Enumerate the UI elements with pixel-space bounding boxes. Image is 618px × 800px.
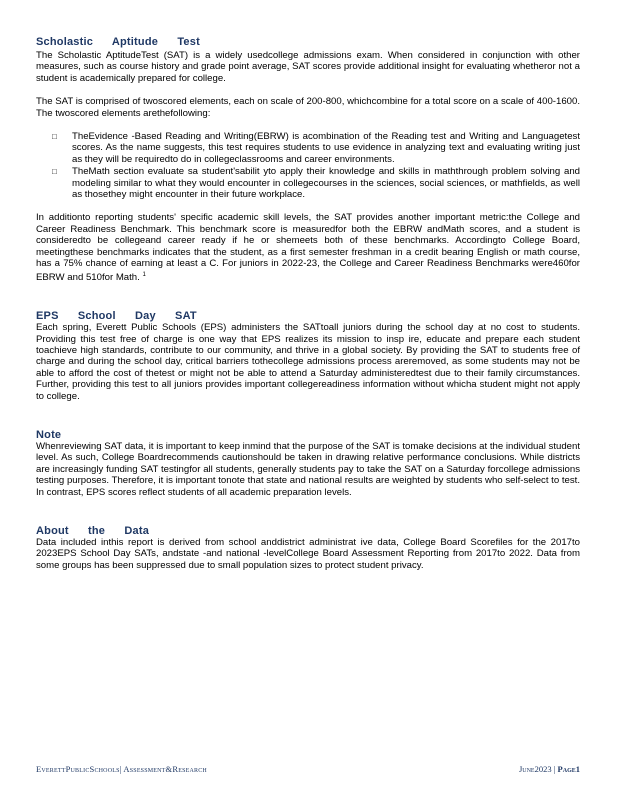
square-bullet-icon: □	[52, 132, 57, 142]
footnote-marker[interactable]: 1	[142, 271, 146, 278]
sat-intro-paragraph: The Scholastic AptitudeTest (SAT) is a widely usedcollege admissions exam. When considered in conjunction with other measures, such as course history and grade point average, SAT scores provide additional insight for evaluating whetheror not a student is academically prepared for college.	[36, 50, 580, 84]
list-item	[36, 166, 580, 200]
heading-eps: EPS School Day SAT	[36, 310, 197, 323]
sat-structure-paragraph: The SAT is comprised of twoscored elements, each on scale of 200-800, whichcombine for a total score on a scale of 400-1600. The twoscored elements arethefollowing:	[36, 96, 580, 119]
footer-page-number: Page1	[557, 764, 580, 774]
page-content	[36, 36, 580, 571]
sat-elements-list	[36, 131, 580, 200]
footer-date: June2023 |	[518, 764, 558, 774]
page-footer	[36, 764, 580, 778]
bullet-text-ebrw: TheEvidence -Based Reading and Writing(EBRW) is acombination of the Reading test and Writing and Languagetest scores. As the name suggests, this test requires students to use evidence in analyzing text and evaluating writing just as they will be requiredto do in collegeclassrooms and career environments.	[72, 131, 580, 165]
heading-sat: Scholastic Aptitude Test	[36, 36, 200, 48]
footer-date-page	[519, 764, 580, 774]
note-paragraph: Whenreviewing SAT data, it is important to keep inmind that the purpose of the SAT is tomake decisions at the individual student level. As such, College Boardrecommends cautionshould be taken in drawing relative performance conclusions. While districts are increasingly funding SAT testingfor all students, generally students pay to take the SAT on a Saturday forcollege admissions testing purposes. Therefore, it is important tonote that state and national results are weighted by students who self-select to test. In contrast, EPS scores reflect students of all academic preparation levels.	[36, 440, 580, 498]
bullet-text-math: TheMath section evaluate sa student'sabilit yto apply their knowledge and skills in maththrough problem solving and modeling similar to what they would encounter in collegecourses in the sciences, social sciences, or mathfields, as well as thosethey might encounter in their future workplace.	[72, 166, 580, 201]
heading-note: Note	[36, 428, 62, 441]
sat-benchmark-paragraph	[36, 212, 580, 283]
eps-paragraph: Each spring, Everett Public Schools (EPS) administers the SATtoall juniors during the school day at no cost to students. Providing this test free of charge is one way that EPS realizes its mission to insp ire, educate and prepare each student toachieve high standards, contribute to our community, and thrive in a global society. By providing the SAT to students free of charge and during the school day, critical barriers tothecollege admissions process areremoved, as some students may not be able to afford the cost of thetest or might not be able to attend a Saturday administeredtest due to their family circumstances. Further, providing this test to all juniors provides important collegereadiness information without whicha student might not apply to college.	[36, 322, 580, 402]
footer-organization: EverettPublicSchools| Assessment&Research	[36, 764, 207, 774]
square-bullet-icon: □	[52, 167, 57, 177]
list-item	[36, 131, 580, 165]
about-data-paragraph: Data included inthis report is derived from school anddistrict administrat ive data, College Board Scorefiles for the 2017to 2023EPS School Day SATs, andstate -and national -levelCollege Board Assessment Reporting from 2017to 2022. Data from some groups has been suppressed due to small population sizes to protect student privacy.	[36, 536, 580, 571]
benchmark-text: In additionto reporting students' specific academic skill levels, the SAT provides another important metric:the College and Career Readiness Benchmark. This benchmark score is measuredfor both the EBRW andMath scores, and a student is consideredto be collegeand career ready if he or shemeets both of these benchmarks. Accordingto College Board, meetingthese benchmarks indicates that the student, as a first semester freshman in a credit bearing English or math course, has a 75% chance of earning at least a C. For juniors in 2022-23, the College and Career Readiness Benchmarks were460for EBRW and 510for Math.	[36, 212, 580, 283]
heading-about-data: About the Data	[36, 524, 150, 537]
